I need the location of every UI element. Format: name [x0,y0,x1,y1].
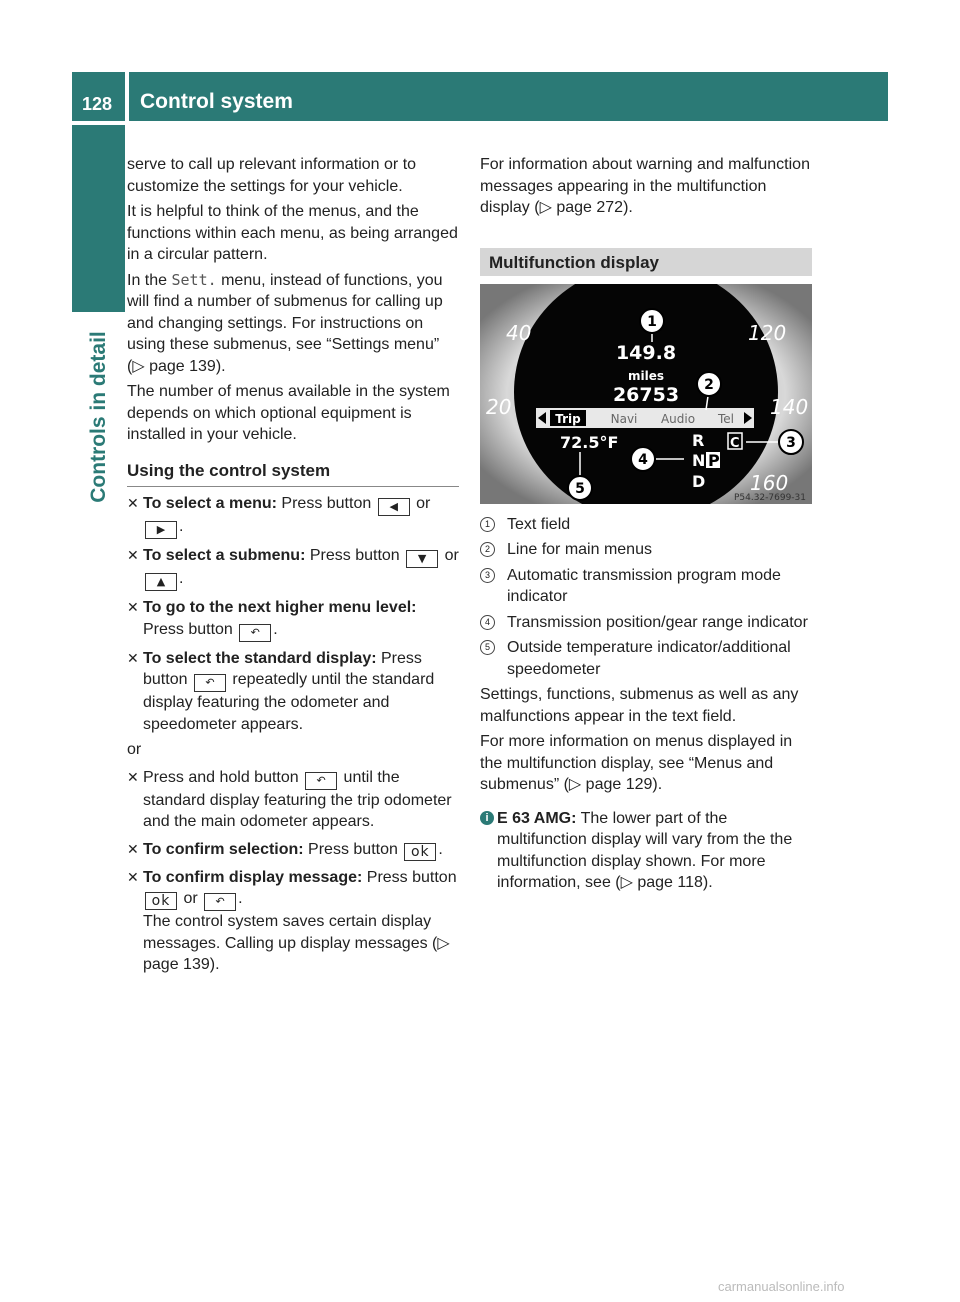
up-arrow-key-icon: ▲ [145,573,177,591]
paragraph: Settings, functions, submenus as well as any malfunctions appear in the text field. [480,686,799,725]
paragraph: For information about warning and malfunction messages appearing in the multifunction display (▷ page 272). [480,156,810,216]
back-key-icon: ↶ [204,893,236,911]
speed-label-120: 120 [748,320,787,345]
callout-3-number: 3 [786,434,796,451]
figure-legend [480,514,812,681]
outside-temperature: 72.5°F [560,432,619,452]
page-number: 128 [82,94,113,114]
instrument-cluster-image [480,284,812,504]
text-field-value1: 149.8 [615,341,677,364]
page-title: Control system [140,90,293,113]
paragraph: For more information on menus displayed in the multifunction display, see “Menus and submenus” (▷ page 129). [480,733,793,793]
section-heading: Multifunction display [480,248,812,276]
legend-item: 2 Line for main menus [480,539,812,561]
menu-item-trip: Trip [555,411,581,426]
speed-label-160: 160 [750,470,789,495]
menu-name-code: Sett. [171,270,217,289]
legend-item: 4 Transmission position/gear range indicator [480,612,812,634]
speed-label-40: 40 [506,320,532,345]
legend-item: 1 Text field [480,514,812,536]
figure-code: P54.32-7699-31 [733,492,806,503]
step-select-submenu: ✕ To select a submenu: Press button ▼ or ▲ . [127,545,459,591]
or-text: or [127,741,142,758]
step-confirm-message: ✕ To confirm display message: Press button ok or ↶ . The control system saves certain display messages. Calling up display messages (▷ page 139). [127,867,459,976]
legend-number-icon: 1 [480,517,495,532]
step-marker-icon: ✕ [127,547,139,563]
legend-number-icon: 2 [480,542,495,557]
right-column [480,154,812,894]
step-confirm-selection: ✕ To confirm selection: Press button ok . [127,840,443,860]
paragraph: It is helpful to think of the menus, and the functions within each menu, as being arranged in a circular pattern. [127,203,458,263]
legend-item: 3 Automatic transmission program mode indicator [480,565,812,608]
text-field-unit: miles [627,368,665,383]
step-marker-icon: ✕ [127,495,139,511]
info-note: i E 63 AMG: The lower part of the multifunction display will vary from the the multifunction display shown. For more information, see (▷ page 118). [480,808,812,894]
paragraph: In the Sett. menu, instead of functions, you will find a number of submenus for calling up and changing settings. For instructions on using these submenus, see “Settings menu” (▷ page 139). [127,270,443,375]
left-column [127,154,459,980]
watermark: carmanualsonline.info [718,1279,845,1294]
step-standard-display: ✕ To select the standard display: Press button ↶ repeatedly until the standard display featuring the odometer and speedometer appears. [127,649,435,733]
gear-p: P [708,450,720,470]
down-arrow-key-icon: ▼ [406,550,438,568]
legend-number-icon: 3 [480,568,495,583]
callout-4-number: 4 [638,451,648,468]
sidebar-label: Controls in detail [86,331,110,503]
multifunction-display-figure [480,284,812,504]
step-marker-icon: ✕ [127,599,139,615]
paragraph: serve to call up relevant information or to customize the settings for your vehicle. [127,156,417,195]
legend-item: 5 Outside temperature indicator/additional speedometer [480,637,812,680]
callout-5-number: 5 [575,480,585,497]
left-arrow-key-icon: ◀ [378,498,410,516]
callout-1-number: 1 [647,313,657,330]
gear-r: R [692,430,705,450]
step-select-menu: ✕ To select a menu: Press button ◀ or ▶ . [127,493,459,539]
gear-d: D [692,471,706,491]
callout-2-number: 2 [704,376,714,393]
legend-number-icon: 5 [480,640,495,655]
back-key-icon: ↶ [239,624,271,642]
sidebar-label-box [72,312,125,522]
right-arrow-key-icon: ▶ [145,521,177,539]
menu-item-navi: Navi [610,411,638,426]
step-result: The control system saves certain display messages. Calling up display messages (▷ page 139). [143,913,450,973]
step-higher-level: ✕ To go to the next higher menu level: Press button ↶ . [127,597,459,642]
ok-key-icon: ok [145,892,177,910]
menu-item-tel: Tel [717,411,735,426]
step-marker-icon: ✕ [127,649,139,666]
text-field-value2: 26753 [612,383,680,406]
back-key-icon: ↶ [305,772,337,790]
menu-item-audio: Audio [660,411,696,426]
step-hold: ✕ Press and hold button ↶ until the standard display featuring the trip odometer and the main odometer appears. [127,768,452,830]
subheading: Using the control system [127,460,459,488]
page-number-box [72,72,125,121]
step-marker-icon: ✕ [127,768,139,785]
step-marker-icon: ✕ [127,868,139,885]
program-mode: C [730,435,740,451]
sidebar-tab [72,125,125,312]
speed-label-140: 140 [770,394,809,419]
header-bar [129,72,888,121]
info-icon: i [480,811,494,825]
paragraph: The number of menus available in the system depends on which optional equipment is installed in your vehicle. [127,383,450,443]
back-key-icon: ↶ [194,674,226,692]
gear-n: N [692,450,706,470]
ok-key-icon: ok [404,843,436,861]
speed-label-20: 20 [486,394,512,419]
step-marker-icon: ✕ [127,840,139,857]
legend-number-icon: 4 [480,615,495,630]
